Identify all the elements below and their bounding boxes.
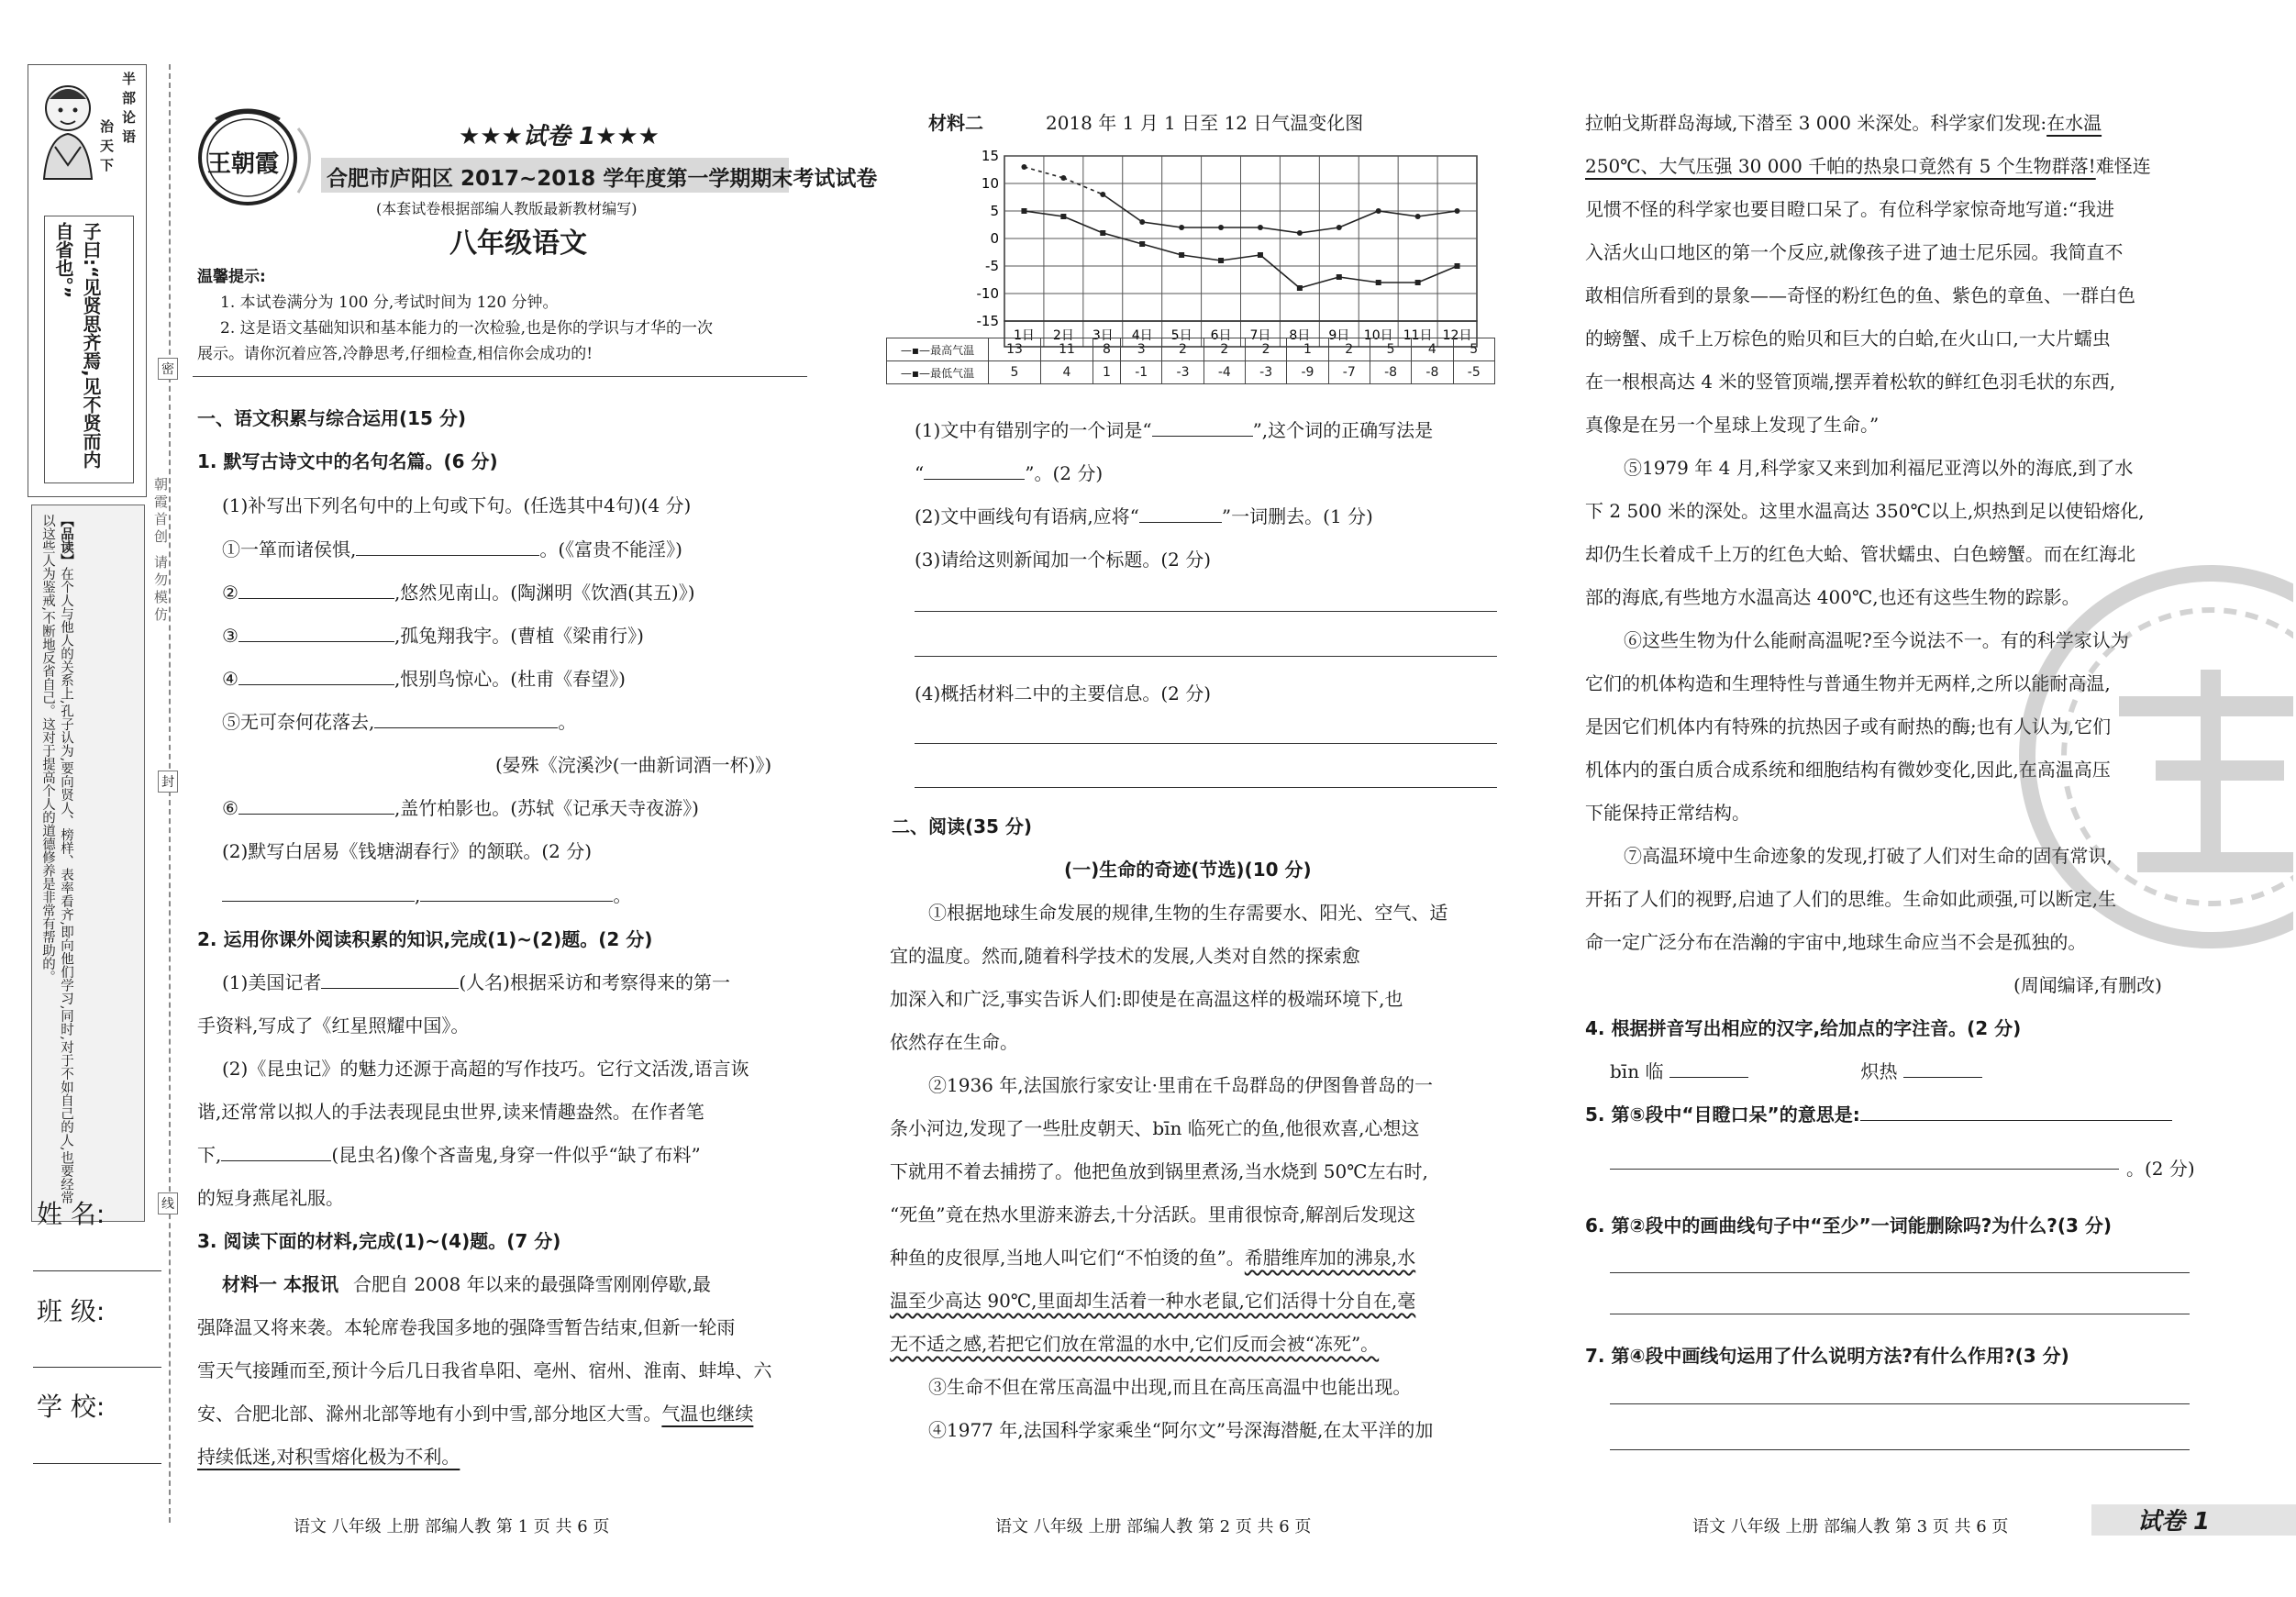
para-2-line-5: 种鱼的皮很厚,当地人叫它们“不怕烫的鱼”。希腊维库加的沸泉,水 <box>890 1247 1416 1269</box>
field-name: 姓 名: <box>37 1199 105 1229</box>
reading-text <box>39 514 75 1211</box>
exam-title: 合肥市庐阳区 2017~2018 学年度第一学期期末考试试卷 <box>327 167 878 191</box>
x-tick-label: 10日 <box>1363 328 1393 343</box>
para-4-line-2: 拉帕戈斯群岛海域,下潜至 3 000 米深处。科学家们发现:在水温 <box>1585 112 2102 134</box>
para-3: ③生命不但在常压高温中出现,而且在高压高温中也能出现。 <box>928 1376 1412 1398</box>
para-5-line-3: 却仍生长着成千上万的红色大蛤、管状蠕虫、白色螃蟹。而在红海北 <box>1585 543 2135 565</box>
tips-item-2: 2. 这是语文基础知识和基本能力的一次检验,也是你的学识与才华的一次 <box>220 319 714 338</box>
x-tick-label: 1日 <box>1013 328 1035 343</box>
answer-line[interactable] <box>915 787 1497 788</box>
material-1-line-3: 雪天气接踵而至,预计今后几日我省阜阳、亳州、宿州、淮南、蚌埠、六 <box>197 1359 772 1381</box>
table-cell: -9 <box>1287 361 1328 384</box>
field-school: 学 校: <box>37 1392 105 1422</box>
material-2-label: 材料二 <box>928 112 983 134</box>
q1-item-6: ⑥ ,盖竹柏影也。(苏轼《记承天寺夜游》) <box>222 797 699 819</box>
table-row <box>887 338 1495 361</box>
data-point-low <box>1179 252 1184 258</box>
confucius-cartoon-icon <box>31 73 105 183</box>
tips-label: 温馨提示: <box>197 268 266 286</box>
para-4-line-7: 的螃蟹、成千上万棕色的贻贝和巨大的白蛤,在火山口,一大片蠕虫 <box>1585 327 2111 349</box>
data-point-low <box>1258 252 1263 258</box>
q1-item-2: ② ,悠然见南山。(陶渊明《饮酒(其五)》) <box>222 582 695 604</box>
para-7-line-3: 命一定广泛分布在浩瀚的宇宙中,地球生命应当不会是孤独的。 <box>1585 931 2087 953</box>
q1-item-3: ③ ,孤兔翔我宇。(曹植《梁甫行》) <box>222 625 644 647</box>
source-note: (周闻编译,有删改) <box>2013 974 2162 996</box>
legend-low: —▪—最低气温 <box>887 361 989 384</box>
chart-title: 2018 年 1 月 1 日至 12 日气温变化图 <box>1046 112 1364 134</box>
question-3: 3. 阅读下面的材料,完成(1)~(4)题。(7 分) <box>197 1230 561 1252</box>
data-point-low <box>1415 280 1421 285</box>
table-cell: 5 <box>1370 338 1411 361</box>
table-cell: 2 <box>1328 338 1370 361</box>
question-1: 1. 默写古诗文中的名句名篇。(6 分) <box>197 450 498 472</box>
question-1-1: (1)补写出下列名句中的上句或下句。(任选其中4句)(4 分) <box>222 494 692 516</box>
question-1-2: (2)默写白居易《钱塘湖春行》的颔联。(2 分) <box>222 840 593 862</box>
table-row <box>887 361 1495 384</box>
data-point-high <box>1139 219 1145 225</box>
q3-1-line-1: (1)文中有错别字的一个词是“ ”,这个词的正确写法是 <box>915 419 1434 441</box>
legend-high: —▪—最高气温 <box>887 338 989 361</box>
answer-line[interactable] <box>1610 1403 2190 1404</box>
underlined-sentence: 气温也继续 <box>661 1403 754 1425</box>
data-point-high <box>1337 225 1342 230</box>
para-1-line-4: 依然存在生命。 <box>890 1031 1018 1053</box>
para-4-line-5: 入活火山口地区的第一个反应,就像孩子进了迪士尼乐园。我简直不 <box>1585 241 2124 263</box>
table-cell: 2 <box>1203 338 1245 361</box>
data-point-high <box>1218 225 1224 230</box>
answer-blank[interactable] <box>238 623 394 642</box>
underlined-sentence: 在水温 <box>2046 112 2102 134</box>
para-5-line-4: 部的海底,有些地方水温高达 400℃,也还有这些生物的踪影。 <box>1585 586 2080 608</box>
answer-line[interactable] <box>915 656 1497 657</box>
para-4-line-1: ④1977 年,法国科学家乘坐“阿尔文”号深海潜艇,在太平洋的加 <box>928 1419 1434 1441</box>
answer-blank[interactable] <box>222 882 415 902</box>
answer-blank[interactable] <box>420 882 613 902</box>
para-7-line-2: 开拓了人们的视野,启迪了人们的思维。生命如此顽强,可以断定,生 <box>1585 888 2117 910</box>
x-tick-label: 8日 <box>1289 328 1311 343</box>
q2-2-line-3: 下, (昆虫名)像个吝啬鬼,身穿一件似乎“缺了布料” <box>197 1144 701 1166</box>
sidebar <box>28 64 147 1204</box>
answer-blank[interactable] <box>321 970 459 989</box>
q1-item-1: ①一箪而诸侯惧, 。(《富贵不能淫》) <box>222 538 682 560</box>
answer-blank[interactable] <box>1669 1059 1748 1078</box>
x-tick-label: 12日 <box>1442 328 1472 343</box>
table-cell: -8 <box>1370 361 1411 384</box>
para-1-line-2: 宜的温度。然而,随着科学技术的发展,人类对自然的探索愈 <box>890 945 1360 967</box>
margin-note: 朝霞首创 请勿模仿 <box>152 477 169 625</box>
field-class-line[interactable] <box>33 1367 161 1368</box>
table-cell: 1 <box>1093 361 1121 384</box>
para-6-line-1: ⑥这些生物为什么能耐高温呢?至今说法不一。有的科学家认为 <box>1624 629 2129 651</box>
q2-1-line-1: (1)美国记者 (人名)根据采访和考察得来的第一 <box>222 971 730 993</box>
table-cell: 3 <box>1121 338 1162 361</box>
data-point-high <box>1060 175 1066 181</box>
paper-number: ★★★试卷 1★★★ <box>459 123 660 150</box>
para-4-line-4: 见惯不怪的科学家也要目瞪口呆了。有位科学家惊奇地写道:“我进 <box>1585 198 2114 220</box>
series-name: 半部论语 <box>120 72 137 149</box>
table-cell: 4 <box>1041 361 1093 384</box>
x-tick-label: 4日 <box>1131 328 1153 343</box>
y-tick-label: -10 <box>976 285 999 302</box>
field-class: 班 级: <box>37 1296 105 1326</box>
material-1-line-4: 安、合肥北部、滁州北部等地有小到中雪,部分地区大雪。气温也继续 <box>197 1403 754 1425</box>
subject-title: 八年级语文 <box>449 227 587 260</box>
x-tick-label: 5日 <box>1170 328 1192 343</box>
para-6-line-2: 它们的机体构造和生理特性与普通生物并无两样,之所以能耐高温, <box>1585 672 2111 694</box>
data-point-low <box>1218 258 1224 263</box>
y-tick-label: 10 <box>981 175 999 192</box>
q3-1-line-2: “ ”。(2 分) <box>915 462 1104 484</box>
x-tick-label: 6日 <box>1210 328 1232 343</box>
para-6-line-5: 下能保持正常结构。 <box>1585 802 1750 824</box>
quote-text: 子曰:“见贤思齐焉,见不贤而内自省也。” <box>52 222 102 469</box>
footer-page-1: 语文 八年级 上册 部编人教 第 1 页 共 6 页 <box>294 1517 610 1536</box>
q2-2-line-2: 谐,还常常以拟人的手法表现昆虫世界,读来情趣盎然。在作者笔 <box>197 1101 704 1123</box>
data-point-low <box>1139 241 1145 247</box>
y-tick-label: 0 <box>990 230 999 247</box>
table-cell: 2 <box>1245 338 1286 361</box>
seal-line <box>169 64 171 1523</box>
tips-item-1: 1. 本试卷满分为 100 分,考试时间为 120 分钟。 <box>220 294 559 312</box>
table-cell: 13 <box>989 338 1041 361</box>
answer-blank[interactable] <box>1152 417 1253 437</box>
table-cell: 8 <box>1093 338 1121 361</box>
answer-line[interactable] <box>1610 1272 2190 1273</box>
answer-line[interactable] <box>1610 1169 2119 1170</box>
series-name-2: 治天下 <box>98 119 115 177</box>
q3-4: (4)概括材料二中的主要信息。(2 分) <box>915 682 1212 704</box>
question-7: 7. 第④段中画线句运用了什么说明方法?有什么作用?(3 分) <box>1585 1345 2069 1367</box>
table-cell: 11 <box>1041 338 1093 361</box>
field-school-line[interactable] <box>33 1463 161 1464</box>
material-1-line-1: 材料一 本报讯 合肥自 2008 年以来的最强降雪刚刚停歇,最 <box>222 1273 711 1295</box>
data-point-low <box>1100 230 1105 236</box>
q2-2-line-1: (2)《昆虫记》的魅力还源于高超的写作技巧。它行文活泼,语言诙 <box>222 1058 749 1080</box>
para-5-line-2: 下 2 500 米的深处。这里水温高达 350℃以上,炽热到足以使铅熔化, <box>1585 500 2145 522</box>
para-7-line-1: ⑦高温环境中生命迹象的发现,打破了人们对生命的固有常识, <box>1624 845 2113 867</box>
answer-blank[interactable] <box>374 709 558 728</box>
para-4-line-9: 真像是在另一个星球上发现了生命。” <box>1585 414 1880 436</box>
seal-mark-3: 线 <box>158 1192 178 1214</box>
x-tick-label: 3日 <box>1092 328 1114 343</box>
data-point-high <box>1376 208 1381 214</box>
data-point-high <box>1100 192 1105 197</box>
section-1-title: 一、语文积累与综合运用(15 分) <box>197 407 467 429</box>
data-point-low <box>1337 274 1342 280</box>
para-1-line-1: ①根据地球生命发展的规律,生物的生存需要水、阳光、空气、适 <box>928 902 1448 924</box>
question-2: 2. 运用你课外阅读积累的知识,完成(1)~(2)题。(2 分) <box>197 928 653 950</box>
q4-answers: bīn 临 炽热 <box>1610 1057 1982 1083</box>
section-2-title: 二、阅读(35 分) <box>892 815 1033 837</box>
temperature-table <box>886 338 1495 384</box>
data-point-high <box>1455 208 1460 214</box>
answer-line[interactable] <box>915 743 1497 744</box>
table-cell: -4 <box>1203 361 1245 384</box>
answer-blank[interactable] <box>1139 504 1222 523</box>
para-2-line-2: 条小河边,发现了一些肚皮朝天、bīn 临死亡的鱼,他很欢喜,心想这 <box>890 1117 1420 1139</box>
table-cell: -3 <box>1245 361 1286 384</box>
header-divider <box>193 376 807 377</box>
watermark-seal <box>2018 560 2293 954</box>
q5-score: 。(2 分) <box>2126 1158 2195 1180</box>
question-6: 6. 第②段中的画曲线句子中“至少”一词能删除吗?为什么?(3 分) <box>1585 1214 2113 1237</box>
data-point-low <box>1455 263 1460 269</box>
footer-badge: 试卷 1 <box>2137 1508 2211 1536</box>
q3-3: (3)请给这则新闻加一个标题。(2 分) <box>915 549 1212 571</box>
q2-1-line-2: 手资料,写成了《红星照耀中国》。 <box>197 1015 470 1037</box>
answer-blank[interactable] <box>221 1142 331 1161</box>
answer-blank[interactable] <box>1860 1102 2172 1121</box>
seal-mark-2: 封 <box>158 771 178 793</box>
table-cell: 5 <box>1453 338 1494 361</box>
table-cell: -5 <box>1453 361 1494 384</box>
table-cell: -1 <box>1121 361 1162 384</box>
table-cell: -7 <box>1328 361 1370 384</box>
data-point-low <box>1297 285 1303 291</box>
y-tick-label: 5 <box>990 203 999 219</box>
para-2-line-1: ②1936 年,法国旅行家安让·里甫在千岛群岛的伊图鲁普岛的一 <box>928 1074 1433 1096</box>
para-1-line-3: 加深入和广泛,事实告诉人们:即使是在高温这样的极端环境下,也 <box>890 988 1403 1010</box>
table-cell: -3 <box>1162 361 1203 384</box>
reading-body: 在个人与他人的关系上,孔子认为,要向贤人、榜样、表率看齐,即向他们学习,同时,对于不如自己的人,也要经常以这些人为鉴戒,不断地反省自己。这对于提高个人的道德修养是非常有帮助的。 <box>40 514 73 1204</box>
brand-logo-text: 王朝霞 <box>207 150 280 178</box>
material-1-line-2: 强降温又将来袭。本轮席卷我国多地的强降雪暂告结束,但新一轮雨 <box>197 1316 736 1338</box>
table-cell: 1 <box>1287 338 1328 361</box>
answer-blank[interactable] <box>238 580 394 599</box>
table-cell: -8 <box>1412 361 1453 384</box>
y-tick-label: -15 <box>976 313 999 329</box>
data-point-high <box>1179 225 1184 230</box>
answer-line[interactable] <box>915 611 1497 612</box>
para-4-line-8: 在一根根高达 4 米的竖管顶端,摆弄着松软的鲜红色羽毛状的东西, <box>1585 371 2116 393</box>
answer-blank[interactable] <box>1903 1059 1982 1078</box>
seal-mark-1: 密 <box>158 358 178 380</box>
y-tick-label: 15 <box>981 148 999 164</box>
answer-blank[interactable] <box>238 795 394 815</box>
para-2-line-4: “死鱼”竟在热水里游来游去,十分活跃。里甫很惊奇,解剖后发现这 <box>890 1203 1416 1225</box>
q1-item-5: ⑤无可奈何花落去, 。 <box>222 711 577 733</box>
data-point-high <box>1021 164 1026 170</box>
question-5: 5. 第⑤段中“目瞪口呆”的意思是: <box>1585 1100 2172 1126</box>
q1-2-answer: , 。 <box>222 881 631 907</box>
data-point-high <box>1415 214 1421 219</box>
para-2-line-3: 下就用不着去捕捞了。他把鱼放到锅里煮汤,当水烧到 50℃左右时, <box>890 1160 1428 1182</box>
q3-2: (2)文中画线句有语病,应将“ ”一词删去。(1 分) <box>915 505 1373 527</box>
para-2-line-6: 温至少高达 90℃,里面却生活着一种水老鼠,它们活得十分自在,毫 <box>890 1290 1416 1312</box>
q1-item-4: ④ ,恨别鸟惊心。(杜甫《春望》) <box>222 668 626 690</box>
wavy-sentence: 希腊维库加的沸泉,水 <box>1244 1247 1416 1269</box>
x-tick-label: 2日 <box>1052 328 1074 343</box>
field-name-line[interactable] <box>33 1270 161 1271</box>
x-tick-label: 7日 <box>1249 328 1271 343</box>
footer-page-3: 语文 八年级 上册 部编人教 第 3 页 共 6 页 <box>1692 1517 2009 1536</box>
data-point-low <box>1376 280 1381 285</box>
para-4-line-3: 250℃、大气压强 30 000 千帕的热泉口竟然有 5 个生物群落!难怪连 <box>1585 155 2151 177</box>
para-4-line-6: 敢相信所看到的景象——奇怪的粉红色的鱼、紫色的章鱼、一群白色 <box>1585 284 2135 306</box>
material-1-line-5: 持续低迷,对积雪熔化极为不利。 <box>197 1446 460 1468</box>
q1-item-5-source: (晏殊《浣溪沙(一曲新词酒一杯)》) <box>495 754 772 776</box>
para-6-line-3: 是因它们机体内有特殊的抗热因子或有耐热的酶;也有人认为,它们 <box>1585 715 2112 738</box>
q2-2-line-4: 的短身燕尾礼服。 <box>197 1187 344 1209</box>
reading-label: 【品读】 <box>59 514 74 567</box>
para-5-line-1: ⑤1979 年 4 月,科学家又来到加利福尼亚湾以外的海底,到了水 <box>1624 457 2134 479</box>
reading-1-title: (一)生命的奇迹(节选)(10 分) <box>1064 859 1312 881</box>
data-point-high <box>1258 225 1263 230</box>
data-point-high <box>1297 230 1303 236</box>
data-point-low <box>1021 208 1026 214</box>
exam-subtitle: (本套试卷根据部编人教版最新教材编写) <box>376 200 638 217</box>
para-2-line-7: 无不适之感,若把它们放在常温的水中,它们反而会被“冻死”。 <box>890 1333 1380 1355</box>
underlined-sentence: 250℃、大气压强 30 000 千帕的热泉口竟然有 5 个生物群落! <box>1585 155 2096 177</box>
material-1-label: 材料一 本报讯 <box>222 1273 338 1295</box>
answer-blank[interactable] <box>924 460 1025 480</box>
para-6-line-4: 机体内的蛋白质合成系统和细胞结构有微妙变化,因此,在高温高压 <box>1585 759 2111 781</box>
table-cell: 4 <box>1412 338 1453 361</box>
table-cell: 5 <box>989 361 1041 384</box>
data-point-low <box>1060 214 1066 219</box>
tips-item-3: 展示。请你沉着应答,冷静思考,仔细检查,相信你会成功的! <box>197 345 593 363</box>
answer-blank[interactable] <box>356 537 539 556</box>
x-tick-label: 9日 <box>1328 328 1350 343</box>
question-4: 4. 根据拼音写出相应的汉字,给加点的字注音。(2 分) <box>1585 1017 2022 1039</box>
x-tick-label: 11日 <box>1403 328 1433 343</box>
footer-page-2: 语文 八年级 上册 部编人教 第 2 页 共 6 页 <box>995 1517 1312 1536</box>
answer-blank[interactable] <box>238 666 394 685</box>
answer-line[interactable] <box>1610 1449 2190 1450</box>
table-cell: 2 <box>1162 338 1203 361</box>
y-tick-label: -5 <box>985 258 999 274</box>
